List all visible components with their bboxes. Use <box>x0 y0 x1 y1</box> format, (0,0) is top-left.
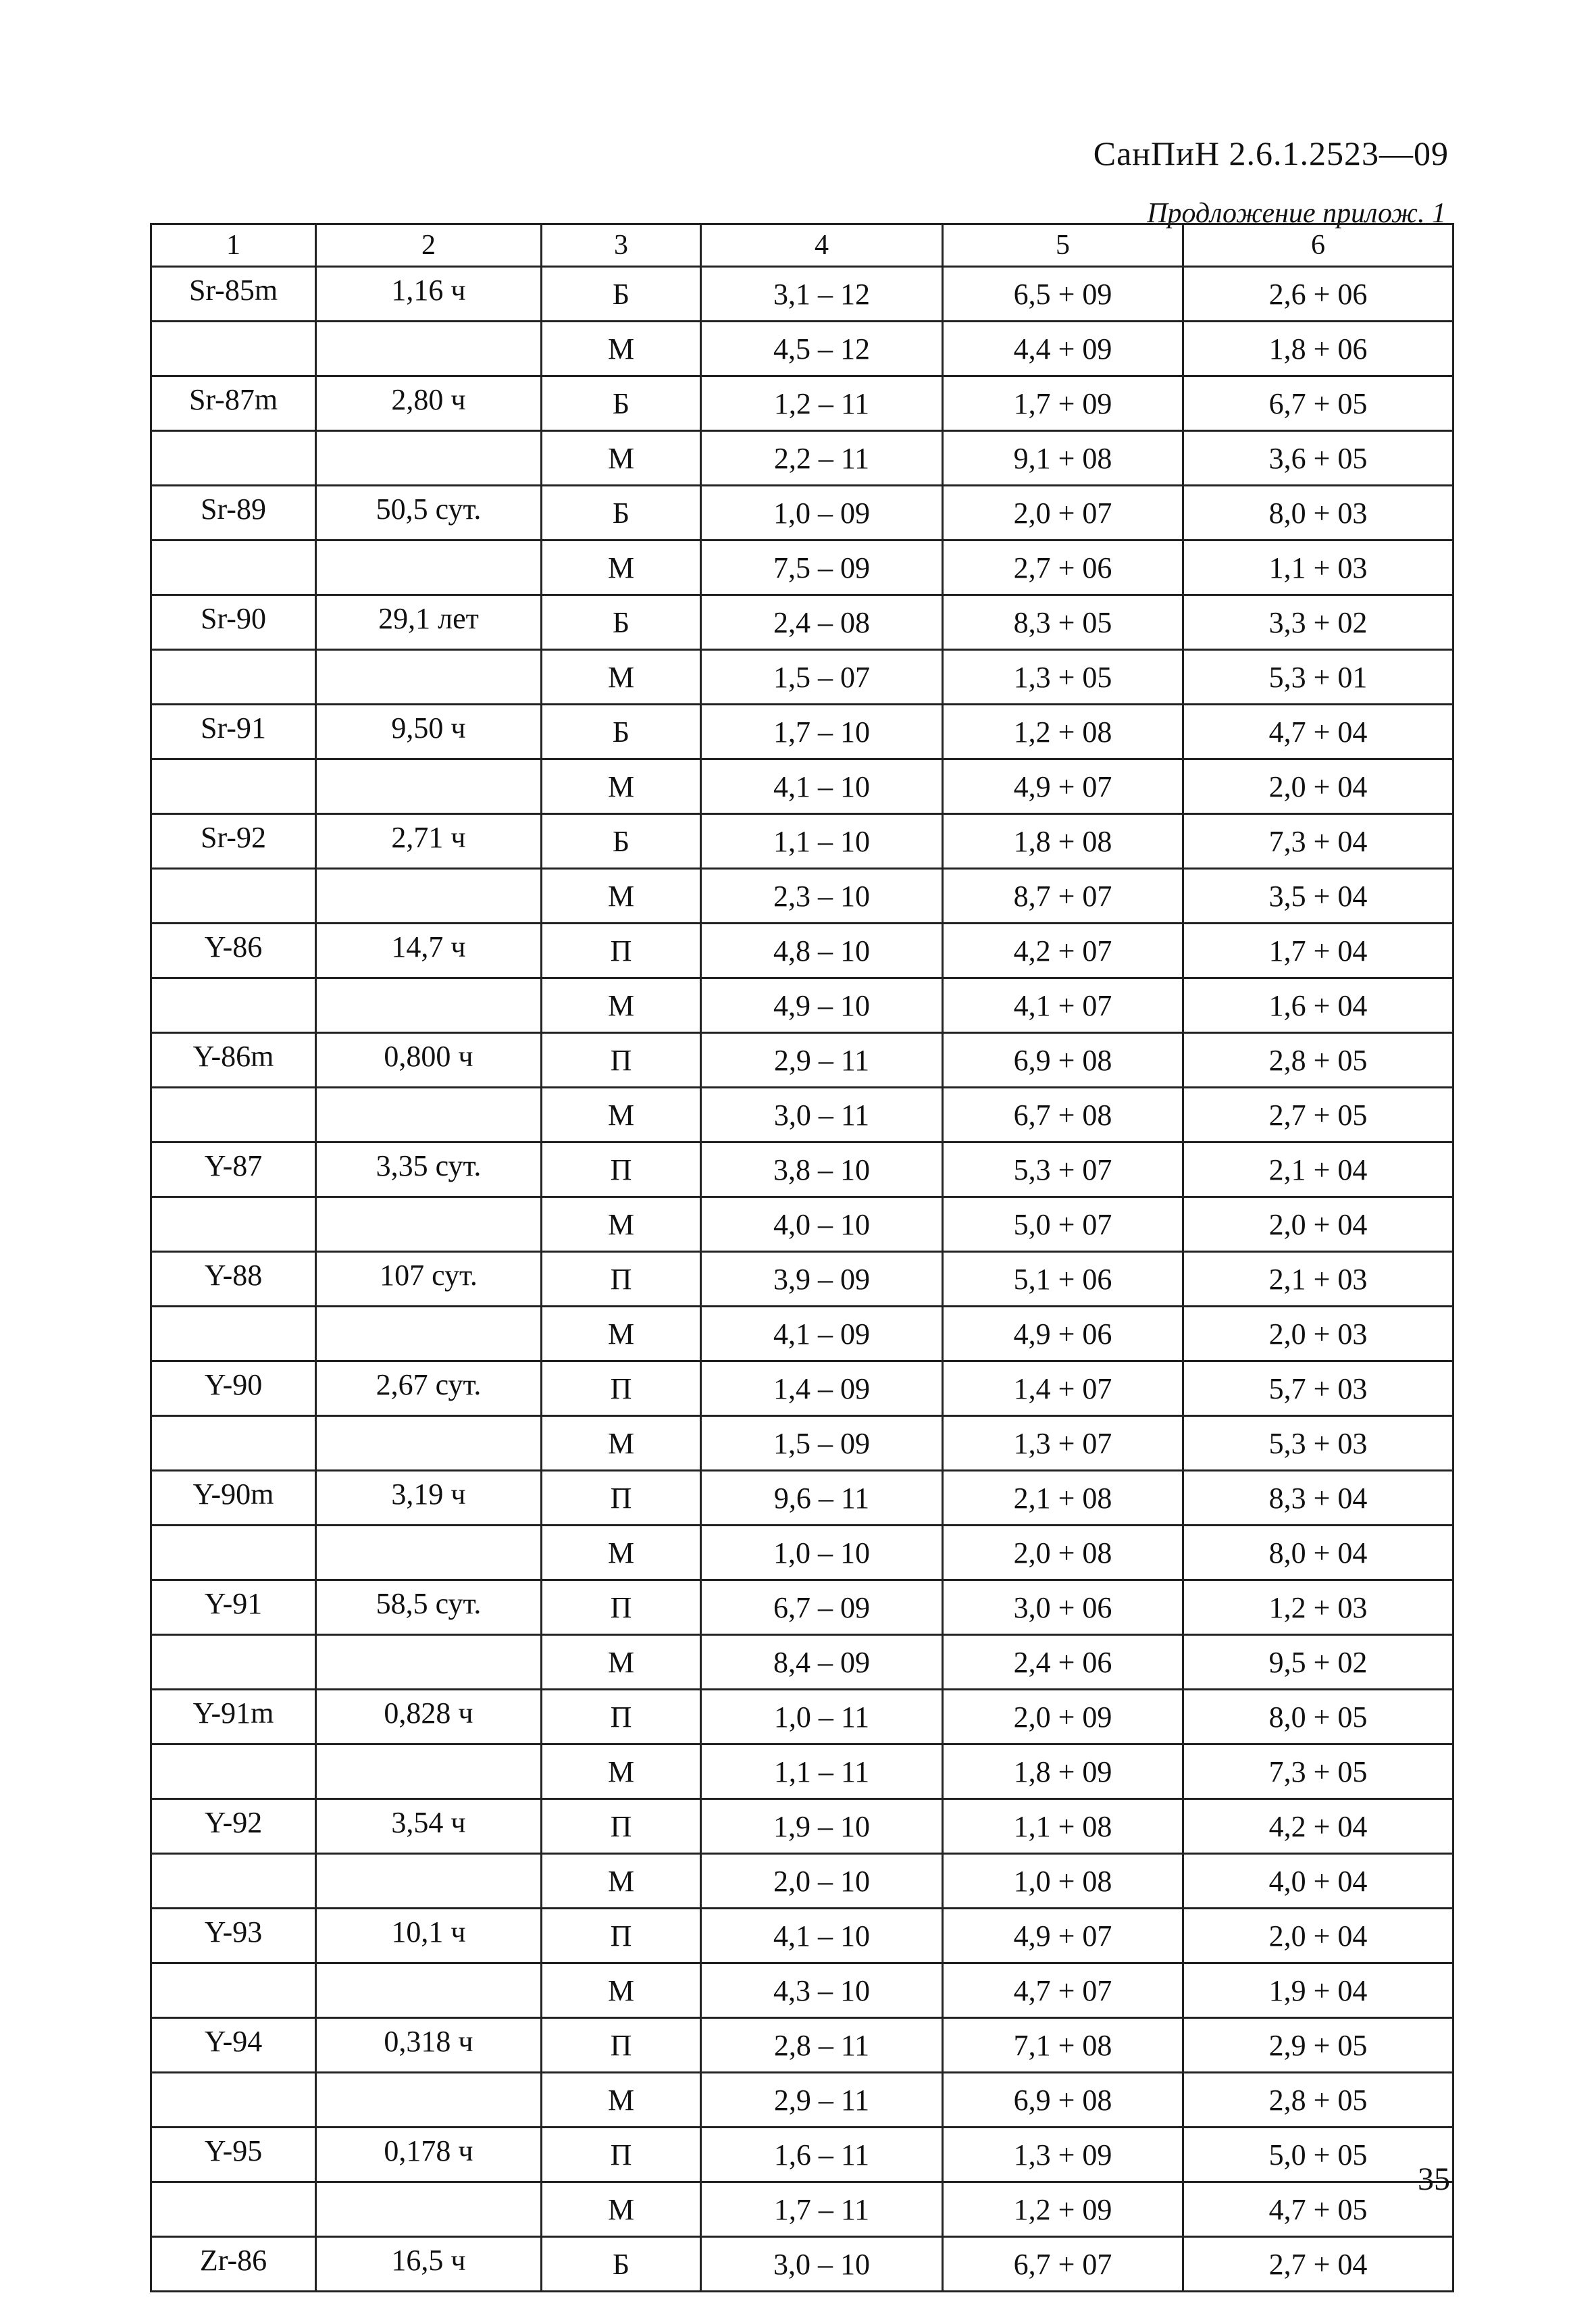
half-life-cell <box>316 431 542 486</box>
nuclide-cell: Y-95 <box>151 2128 316 2182</box>
col6-cell: 4,7 + 05 <box>1183 2182 1453 2237</box>
col6-cell: 4,2 + 04 <box>1183 1799 1453 1854</box>
col6-cell: 2,8 + 05 <box>1183 2073 1453 2128</box>
col6-cell: 4,7 + 04 <box>1183 705 1453 759</box>
col6-cell: 3,6 + 05 <box>1183 431 1453 486</box>
col5-cell: 3,0 + 06 <box>943 1580 1183 1635</box>
col5-cell: 6,9 + 08 <box>943 1033 1183 1088</box>
type-cell: М <box>542 1088 701 1142</box>
half-life-cell <box>316 2182 542 2237</box>
col4-cell: 6,7 – 09 <box>701 1580 943 1635</box>
col4-cell: 9,6 – 11 <box>701 1471 943 1526</box>
column-header: 2 <box>316 224 542 267</box>
col4-cell: 2,3 – 10 <box>701 869 943 924</box>
col4-cell: 4,9 – 10 <box>701 978 943 1033</box>
column-header: 5 <box>943 224 1183 267</box>
header-row <box>151 224 1453 267</box>
type-cell: Б <box>542 705 701 759</box>
type-cell: М <box>542 1744 701 1799</box>
table-row <box>151 705 1453 759</box>
half-life-cell <box>316 540 542 595</box>
type-cell: П <box>542 1142 701 1197</box>
type-cell: М <box>542 1307 701 1361</box>
col4-cell: 2,4 – 08 <box>701 595 943 650</box>
col4-cell: 3,9 – 09 <box>701 1252 943 1307</box>
type-cell: Б <box>542 2237 701 2292</box>
col5-cell: 8,3 + 05 <box>943 595 1183 650</box>
col6-cell: 7,3 + 04 <box>1183 814 1453 869</box>
table-row <box>151 1416 1453 1471</box>
nuclide-cell: Y-94 <box>151 2018 316 2073</box>
nuclide-cell: Y-91 <box>151 1580 316 1635</box>
col5-cell: 1,8 + 09 <box>943 1744 1183 1799</box>
nuclide-cell <box>151 1744 316 1799</box>
col4-cell: 1,4 – 09 <box>701 1361 943 1416</box>
col4-cell: 1,0 – 09 <box>701 486 943 540</box>
half-life-cell: 0,800 ч <box>316 1033 542 1088</box>
col5-cell: 6,7 + 07 <box>943 2237 1183 2292</box>
nuclide-cell: Sr-92 <box>151 814 316 869</box>
col5-cell: 6,9 + 08 <box>943 2073 1183 2128</box>
nuclide-cell <box>151 2073 316 2128</box>
col4-cell: 1,0 – 10 <box>701 1526 943 1580</box>
type-cell: М <box>542 1963 701 2018</box>
type-cell: М <box>542 540 701 595</box>
type-cell: М <box>542 322 701 376</box>
half-life-cell: 0,828 ч <box>316 1690 542 1744</box>
col6-cell: 3,3 + 02 <box>1183 595 1453 650</box>
nuclide-cell <box>151 322 316 376</box>
type-cell: П <box>542 1471 701 1526</box>
nuclide-cell <box>151 2182 316 2237</box>
table-row <box>151 2128 1453 2182</box>
table-row <box>151 2237 1453 2292</box>
half-life-cell <box>316 1307 542 1361</box>
column-header: 3 <box>542 224 701 267</box>
col5-cell: 2,4 + 06 <box>943 1635 1183 1690</box>
nuclide-cell: Y-87 <box>151 1142 316 1197</box>
col6-cell: 8,0 + 05 <box>1183 1690 1453 1744</box>
col6-cell: 2,0 + 04 <box>1183 1909 1453 1963</box>
col4-cell: 4,1 – 10 <box>701 759 943 814</box>
half-life-cell <box>316 650 542 705</box>
col6-cell: 9,5 + 02 <box>1183 1635 1453 1690</box>
col6-cell: 2,0 + 04 <box>1183 1197 1453 1252</box>
type-cell: М <box>542 1526 701 1580</box>
col5-cell: 4,2 + 07 <box>943 924 1183 978</box>
col4-cell: 3,8 – 10 <box>701 1142 943 1197</box>
table-row <box>151 540 1453 595</box>
type-cell: Б <box>542 814 701 869</box>
nuclide-cell <box>151 650 316 705</box>
nuclide-cell: Y-91m <box>151 1690 316 1744</box>
nuclide-cell <box>151 1088 316 1142</box>
type-cell: П <box>542 1361 701 1416</box>
column-header: 1 <box>151 224 316 267</box>
half-life-cell: 3,54 ч <box>316 1799 542 1854</box>
half-life-cell <box>316 1854 542 1909</box>
table-row <box>151 1088 1453 1142</box>
table-row <box>151 1142 1453 1197</box>
col5-cell: 1,7 + 09 <box>943 376 1183 431</box>
type-cell: П <box>542 1252 701 1307</box>
col5-cell: 2,0 + 08 <box>943 1526 1183 1580</box>
col6-cell: 5,7 + 03 <box>1183 1361 1453 1416</box>
nuclide-cell: Y-86m <box>151 1033 316 1088</box>
half-life-cell: 2,67 сут. <box>316 1361 542 1416</box>
col4-cell: 1,5 – 07 <box>701 650 943 705</box>
document-code: СанПиН 2.6.1.2523—09 <box>1093 134 1449 172</box>
half-life-cell <box>316 1635 542 1690</box>
type-cell: М <box>542 650 701 705</box>
column-header: 6 <box>1183 224 1453 267</box>
col6-cell: 5,3 + 01 <box>1183 650 1453 705</box>
nuclide-cell: Sr-87m <box>151 376 316 431</box>
col5-cell: 2,0 + 07 <box>943 486 1183 540</box>
table-row <box>151 1526 1453 1580</box>
type-cell: П <box>542 924 701 978</box>
col4-cell: 2,9 – 11 <box>701 2073 943 2128</box>
col5-cell: 6,7 + 08 <box>943 1088 1183 1142</box>
nuclide-cell: Y-86 <box>151 924 316 978</box>
table-row <box>151 486 1453 540</box>
nuclide-cell <box>151 1307 316 1361</box>
half-life-cell <box>316 1744 542 1799</box>
type-cell: М <box>542 1197 701 1252</box>
table-row <box>151 267 1453 322</box>
nuclide-cell <box>151 431 316 486</box>
table-row <box>151 1690 1453 1744</box>
type-cell: М <box>542 869 701 924</box>
table-row <box>151 595 1453 650</box>
col4-cell: 4,3 – 10 <box>701 1963 943 2018</box>
col5-cell: 2,0 + 09 <box>943 1690 1183 1744</box>
col6-cell: 8,0 + 03 <box>1183 486 1453 540</box>
table-row <box>151 1033 1453 1088</box>
type-cell: М <box>542 978 701 1033</box>
table-row <box>151 650 1453 705</box>
col5-cell: 1,2 + 08 <box>943 705 1183 759</box>
table-row <box>151 978 1453 1033</box>
nuclide-cell <box>151 1197 316 1252</box>
col4-cell: 4,5 – 12 <box>701 322 943 376</box>
col4-cell: 1,1 – 10 <box>701 814 943 869</box>
nuclide-cell <box>151 540 316 595</box>
table-row <box>151 1799 1453 1854</box>
col6-cell: 2,7 + 05 <box>1183 1088 1453 1142</box>
half-life-cell: 1,16 ч <box>316 267 542 322</box>
col4-cell: 3,1 – 12 <box>701 267 943 322</box>
col6-cell: 1,2 + 03 <box>1183 1580 1453 1635</box>
table-row <box>151 814 1453 869</box>
half-life-cell: 16,5 ч <box>316 2237 542 2292</box>
type-cell: М <box>542 1416 701 1471</box>
col6-cell: 6,7 + 05 <box>1183 376 1453 431</box>
half-life-cell <box>316 869 542 924</box>
table-row <box>151 376 1453 431</box>
page-number: 35 <box>1418 2161 1450 2197</box>
table-row <box>151 1197 1453 1252</box>
type-cell: М <box>542 1635 701 1690</box>
nuclide-cell <box>151 978 316 1033</box>
nuclide-cell: Y-90m <box>151 1471 316 1526</box>
table-row <box>151 2073 1453 2128</box>
half-life-cell: 2,71 ч <box>316 814 542 869</box>
nuclide-cell: Y-92 <box>151 1799 316 1854</box>
col6-cell: 5,3 + 03 <box>1183 1416 1453 1471</box>
col4-cell: 4,0 – 10 <box>701 1197 943 1252</box>
table-row <box>151 1307 1453 1361</box>
col4-cell: 4,1 – 10 <box>701 1909 943 1963</box>
table-row <box>151 1635 1453 1690</box>
table-row <box>151 869 1453 924</box>
col4-cell: 2,2 – 11 <box>701 431 943 486</box>
nuclide-cell: Y-88 <box>151 1252 316 1307</box>
nuclide-cell <box>151 1854 316 1909</box>
col5-cell: 1,3 + 09 <box>943 2128 1183 2182</box>
col5-cell: 1,1 + 08 <box>943 1799 1183 1854</box>
type-cell: М <box>542 2073 701 2128</box>
col6-cell: 2,9 + 05 <box>1183 2018 1453 2073</box>
col4-cell: 4,8 – 10 <box>701 924 943 978</box>
nuclide-cell <box>151 1526 316 1580</box>
half-life-cell <box>316 1416 542 1471</box>
type-cell: Б <box>542 595 701 650</box>
col4-cell: 1,5 – 09 <box>701 1416 943 1471</box>
table-row <box>151 2182 1453 2237</box>
type-cell: П <box>542 1909 701 1963</box>
half-life-cell: 0,178 ч <box>316 2128 542 2182</box>
col6-cell: 2,0 + 04 <box>1183 759 1453 814</box>
table-row <box>151 924 1453 978</box>
type-cell: П <box>542 1799 701 1854</box>
col5-cell: 4,9 + 07 <box>943 1909 1183 1963</box>
col6-cell: 3,5 + 04 <box>1183 869 1453 924</box>
half-life-cell: 3,19 ч <box>316 1471 542 1526</box>
col5-cell: 8,7 + 07 <box>943 869 1183 924</box>
col5-cell: 2,1 + 08 <box>943 1471 1183 1526</box>
col4-cell: 7,5 – 09 <box>701 540 943 595</box>
half-life-cell: 10,1 ч <box>316 1909 542 1963</box>
nuclide-cell: Y-90 <box>151 1361 316 1416</box>
table-row <box>151 1361 1453 1416</box>
half-life-cell <box>316 1197 542 1252</box>
table-row <box>151 1854 1453 1909</box>
half-life-cell <box>316 2073 542 2128</box>
table-row <box>151 1252 1453 1307</box>
type-cell: Б <box>542 376 701 431</box>
half-life-cell: 58,5 сут. <box>316 1580 542 1635</box>
col6-cell: 5,0 + 05 <box>1183 2128 1453 2182</box>
col4-cell: 1,9 – 10 <box>701 1799 943 1854</box>
data-table-container <box>150 223 1452 2292</box>
col4-cell: 2,8 – 11 <box>701 2018 943 2073</box>
half-life-cell <box>316 1088 542 1142</box>
nuclide-cell <box>151 869 316 924</box>
col6-cell: 1,7 + 04 <box>1183 924 1453 978</box>
continuation-note: Продложение прилож. 1 <box>1147 198 1446 229</box>
col5-cell: 6,5 + 09 <box>943 267 1183 322</box>
nuclide-cell <box>151 759 316 814</box>
col6-cell: 2,7 + 04 <box>1183 2237 1453 2292</box>
col5-cell: 4,9 + 07 <box>943 759 1183 814</box>
col6-cell: 2,1 + 04 <box>1183 1142 1453 1197</box>
col5-cell: 4,4 + 09 <box>943 322 1183 376</box>
col5-cell: 2,7 + 06 <box>943 540 1183 595</box>
col5-cell: 5,0 + 07 <box>943 1197 1183 1252</box>
half-life-cell: 3,35 сут. <box>316 1142 542 1197</box>
col6-cell: 1,8 + 06 <box>1183 322 1453 376</box>
half-life-cell <box>316 978 542 1033</box>
col4-cell: 8,4 – 09 <box>701 1635 943 1690</box>
type-cell: М <box>542 2182 701 2237</box>
table-row <box>151 759 1453 814</box>
col5-cell: 9,1 + 08 <box>943 431 1183 486</box>
table-row <box>151 1471 1453 1526</box>
nuclide-cell: Zr-86 <box>151 2237 316 2292</box>
nuclide-cell <box>151 1963 316 2018</box>
col4-cell: 1,1 – 11 <box>701 1744 943 1799</box>
col4-cell: 1,6 – 11 <box>701 2128 943 2182</box>
type-cell: М <box>542 759 701 814</box>
col6-cell: 2,0 + 03 <box>1183 1307 1453 1361</box>
col5-cell: 1,4 + 07 <box>943 1361 1183 1416</box>
type-cell: Б <box>542 267 701 322</box>
half-life-cell: 29,1 лет <box>316 595 542 650</box>
col5-cell: 1,8 + 08 <box>943 814 1183 869</box>
type-cell: П <box>542 2018 701 2073</box>
col6-cell: 2,8 + 05 <box>1183 1033 1453 1088</box>
column-header: 4 <box>701 224 943 267</box>
radionuclide-table <box>150 223 1454 2292</box>
col5-cell: 5,3 + 07 <box>943 1142 1183 1197</box>
col4-cell: 4,1 – 09 <box>701 1307 943 1361</box>
col4-cell: 2,9 – 11 <box>701 1033 943 1088</box>
col6-cell: 1,6 + 04 <box>1183 978 1453 1033</box>
col6-cell: 7,3 + 05 <box>1183 1744 1453 1799</box>
col5-cell: 5,1 + 06 <box>943 1252 1183 1307</box>
half-life-cell: 9,50 ч <box>316 705 542 759</box>
col4-cell: 2,0 – 10 <box>701 1854 943 1909</box>
col5-cell: 1,3 + 07 <box>943 1416 1183 1471</box>
nuclide-cell: Sr-89 <box>151 486 316 540</box>
col5-cell: 1,0 + 08 <box>943 1854 1183 1909</box>
type-cell: М <box>542 431 701 486</box>
col5-cell: 1,3 + 05 <box>943 650 1183 705</box>
col4-cell: 1,7 – 11 <box>701 2182 943 2237</box>
table-row <box>151 1963 1453 2018</box>
half-life-cell <box>316 322 542 376</box>
col5-cell: 4,7 + 07 <box>943 1963 1183 2018</box>
type-cell: П <box>542 1690 701 1744</box>
half-life-cell: 2,80 ч <box>316 376 542 431</box>
col5-cell: 7,1 + 08 <box>943 2018 1183 2073</box>
table-row <box>151 431 1453 486</box>
half-life-cell <box>316 1526 542 1580</box>
nuclide-cell: Sr-85m <box>151 267 316 322</box>
half-life-cell: 50,5 сут. <box>316 486 542 540</box>
col6-cell: 2,6 + 06 <box>1183 267 1453 322</box>
nuclide-cell <box>151 1635 316 1690</box>
type-cell: Б <box>542 486 701 540</box>
type-cell: П <box>542 1033 701 1088</box>
nuclide-cell: Sr-90 <box>151 595 316 650</box>
col4-cell: 1,7 – 10 <box>701 705 943 759</box>
type-cell: П <box>542 1580 701 1635</box>
half-life-cell: 14,7 ч <box>316 924 542 978</box>
table-body <box>151 267 1453 2292</box>
table-row <box>151 1909 1453 1963</box>
half-life-cell: 0,318 ч <box>316 2018 542 2073</box>
col6-cell: 8,3 + 04 <box>1183 1471 1453 1526</box>
table-row <box>151 1744 1453 1799</box>
col6-cell: 2,1 + 03 <box>1183 1252 1453 1307</box>
col6-cell: 1,9 + 04 <box>1183 1963 1453 2018</box>
half-life-cell: 107 сут. <box>316 1252 542 1307</box>
table-header <box>151 224 1453 267</box>
col4-cell: 3,0 – 11 <box>701 1088 943 1142</box>
col5-cell: 1,2 + 09 <box>943 2182 1183 2237</box>
col4-cell: 1,0 – 11 <box>701 1690 943 1744</box>
table-row <box>151 322 1453 376</box>
nuclide-cell <box>151 1416 316 1471</box>
col5-cell: 4,9 + 06 <box>943 1307 1183 1361</box>
col6-cell: 1,1 + 03 <box>1183 540 1453 595</box>
type-cell: П <box>542 2128 701 2182</box>
col4-cell: 3,0 – 10 <box>701 2237 943 2292</box>
half-life-cell <box>316 759 542 814</box>
half-life-cell <box>316 1963 542 2018</box>
col4-cell: 1,2 – 11 <box>701 376 943 431</box>
col6-cell: 4,0 + 04 <box>1183 1854 1453 1909</box>
type-cell: М <box>542 1854 701 1909</box>
table-row <box>151 1580 1453 1635</box>
col5-cell: 4,1 + 07 <box>943 978 1183 1033</box>
col6-cell: 8,0 + 04 <box>1183 1526 1453 1580</box>
nuclide-cell: Sr-91 <box>151 705 316 759</box>
nuclide-cell: Y-93 <box>151 1909 316 1963</box>
table-row <box>151 2018 1453 2073</box>
